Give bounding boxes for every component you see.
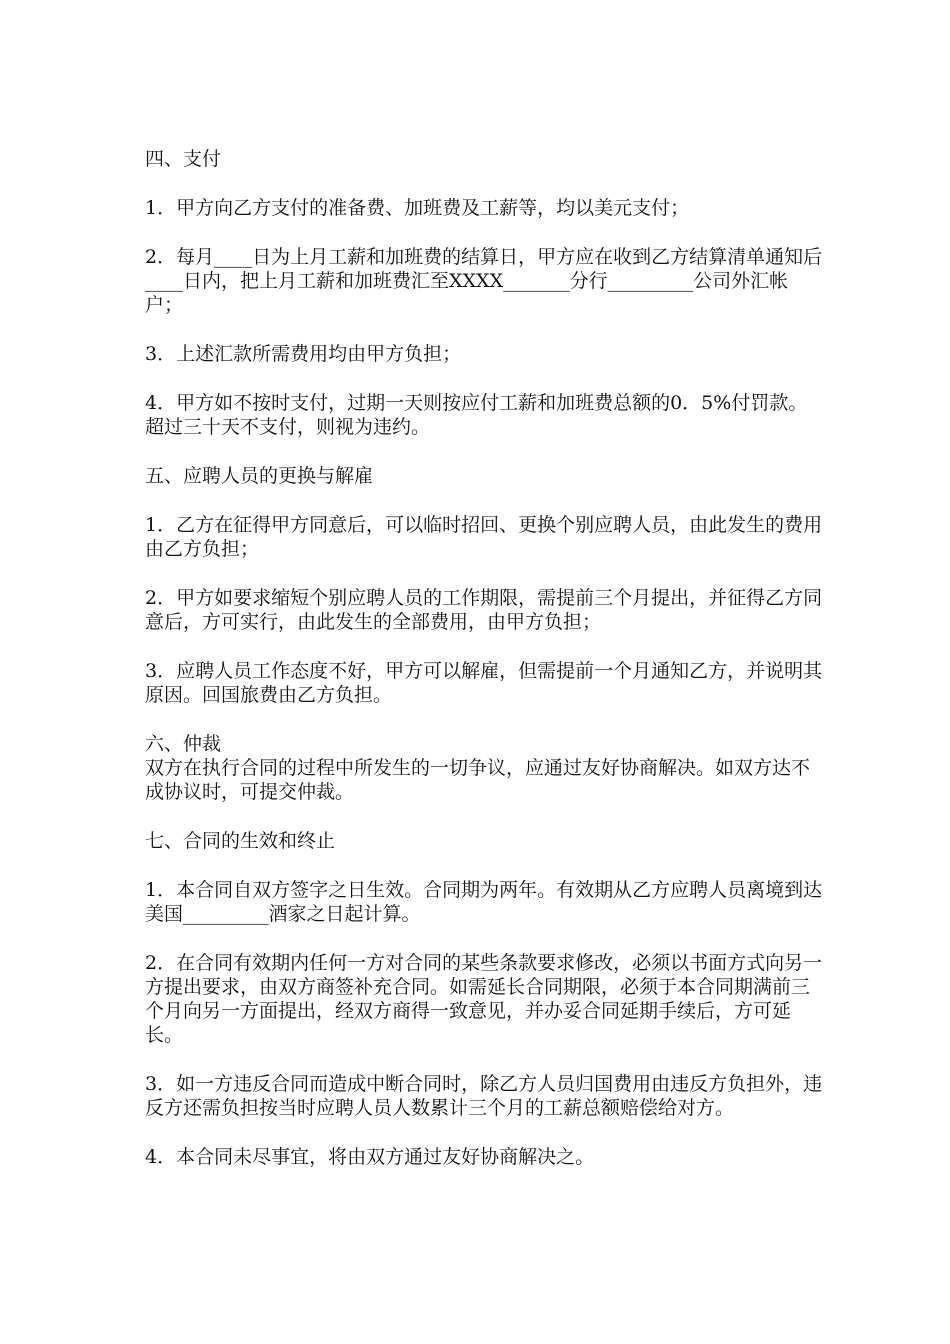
clause-7-2: 2．在合同有效期内任何一方对合同的某些条款要求修改，必须以书面方式向另一方提出要求，由双方商签补充合同。如需延长合同期限，必须于本合同期满前三个月向另一方面提出，经双方商得一致意见，并办妥合同延期手续后，方可延长。 [145, 952, 823, 1046]
clause-4-4: 4．甲方如不按时支付，过期一天则按应付工薪和加班费总额的0．5%付罚款。超过三十天不支付，则视为违约。 [145, 392, 808, 438]
clause-7-1: 1．本合同自双方签字之日生效。合同期为两年。有效期从乙方应聘人员离境到达美国_________酒家之日起计算。 [145, 879, 823, 925]
clause-5-1: 1．乙方在征得甲方同意后，可以临时招回、更换个别应聘人员，由此发生的费用由乙方负担； [145, 514, 823, 560]
clause-7-4: 4．本合同未尽事宜，将由双方通过友好协商解决之。 [145, 1146, 595, 1168]
clause-6: 双方在执行合同的过程中所发生的一切争议，应通过友好协商解决。如双方达不成协议时，可提交仲裁。 [145, 757, 811, 803]
clause-5-2: 2．甲方如要求缩短个别应聘人员的工作期限，需提前三个月提出，并征得乙方同意后，方可实行，由此发生的全部费用，由甲方负担； [145, 587, 823, 633]
clause-4-1: 1．甲方向乙方支付的准备费、加班费及工薪等，均以美元支付； [145, 197, 690, 219]
section-heading-payment: 四、支付 [145, 148, 222, 170]
clause-5-3: 3．应聘人员工作态度不好，甲方可以解雇，但需提前一个月通知乙方，并说明其原因。回国旅费由乙方负担。 [145, 660, 823, 706]
section-heading-arbitration: 六、仲裁 [145, 733, 222, 755]
clause-7-3: 3．如一方违反合同而造成中断合同时，除乙方人员归国费用由违反方负担外，违反方还需负担按当时应聘人员人数累计三个月的工薪总额赔偿给对方。 [145, 1073, 823, 1119]
document-body [145, 147, 825, 1169]
clause-4-3: 3．上述汇款所需费用均由甲方负担； [145, 343, 462, 365]
clause-4-2: 2．每月____日为上月工薪和加班费的结算日，甲方应在收到乙方结算清单通知后____日内，把上月工薪和加班费汇至XXXX_______分行_________公司外汇帐户； [145, 246, 823, 316]
section-heading-replacement: 五、应聘人员的更换与解雇 [145, 465, 374, 487]
section-heading-validity: 七、合同的生效和终止 [145, 830, 336, 852]
